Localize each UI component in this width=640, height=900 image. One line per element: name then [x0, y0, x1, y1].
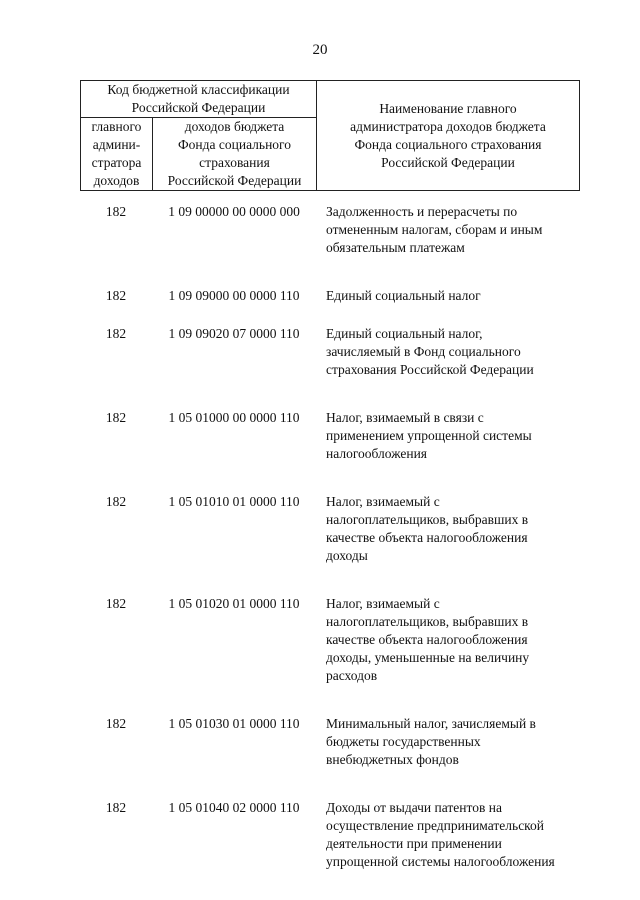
table-row: [80, 287, 600, 305]
income-code: 1 05 01010 01 0000 110: [168, 494, 300, 509]
income-name: Доходы от выдачи патентов на осуществление предпринимательской деятельности при применении упрощенной системы налогообложения: [326, 800, 555, 869]
header-table: [80, 80, 580, 191]
income-name: Налог, взимаемый в связи с применением упрощенной системы налогообложения: [326, 410, 532, 461]
admin-code: 182: [105, 410, 127, 425]
page-number: 20: [312, 42, 328, 58]
admin-code: 182: [105, 326, 127, 341]
income-name: Минимальный налог, зачисляемый в бюджеты государственных внебюджетных фондов: [326, 716, 536, 767]
admin-code: 182: [105, 716, 127, 731]
admin-code-header: главного админи- стратора доходов: [81, 118, 153, 191]
income-code: 1 05 01040 02 0000 110: [168, 800, 300, 815]
table-row: [80, 493, 600, 565]
admin-code: 182: [105, 800, 127, 815]
income-code: 1 05 01030 01 0000 110: [168, 716, 300, 731]
table-row: [80, 799, 600, 871]
table-row: [80, 325, 600, 379]
income-name: Единый социальный налог: [326, 288, 481, 303]
income-name: Единый социальный налог, зачисляемый в Фонд социального страхования Российской Федерации: [326, 326, 534, 377]
admin-code: 182: [105, 204, 127, 219]
income-name: Задолженность и перерасчеты по отмененным налогам, сборам и иным обязательным платежам: [326, 204, 543, 255]
income-code: 1 05 01020 01 0000 110: [168, 596, 300, 611]
admin-code: 182: [105, 596, 127, 611]
admin-code: 182: [105, 288, 127, 303]
table-row: [80, 715, 600, 769]
admin-code: 182: [105, 494, 127, 509]
income-name: Налог, взимаемый с налогоплательщиков, выбравших в качестве объекта налогообложения доходы: [326, 494, 529, 563]
table-row: [80, 595, 600, 685]
table-row: [80, 203, 600, 257]
income-code: 1 09 00000 00 0000 000: [168, 204, 300, 219]
rows-list: [80, 203, 600, 871]
income-name: Налог, взимаемый с налогоплательщиков, выбравших в качестве объекта налогообложения доходы, уменьшенные на величину расходов: [326, 596, 530, 683]
code-group-header: Код бюджетной классификации Российской Федерации: [81, 81, 317, 118]
income-code: 1 09 09000 00 0000 110: [168, 288, 300, 303]
name-header: Наименование главного администратора доходов бюджета Фонда социального страхования Российской Федерации: [317, 81, 580, 191]
income-code: 1 05 01000 00 0000 110: [168, 410, 300, 425]
income-code-header: доходов бюджета Фонда социального страхования Российской Федерации: [153, 118, 317, 191]
income-code: 1 09 09020 07 0000 110: [168, 326, 300, 341]
table-row: [80, 409, 600, 463]
